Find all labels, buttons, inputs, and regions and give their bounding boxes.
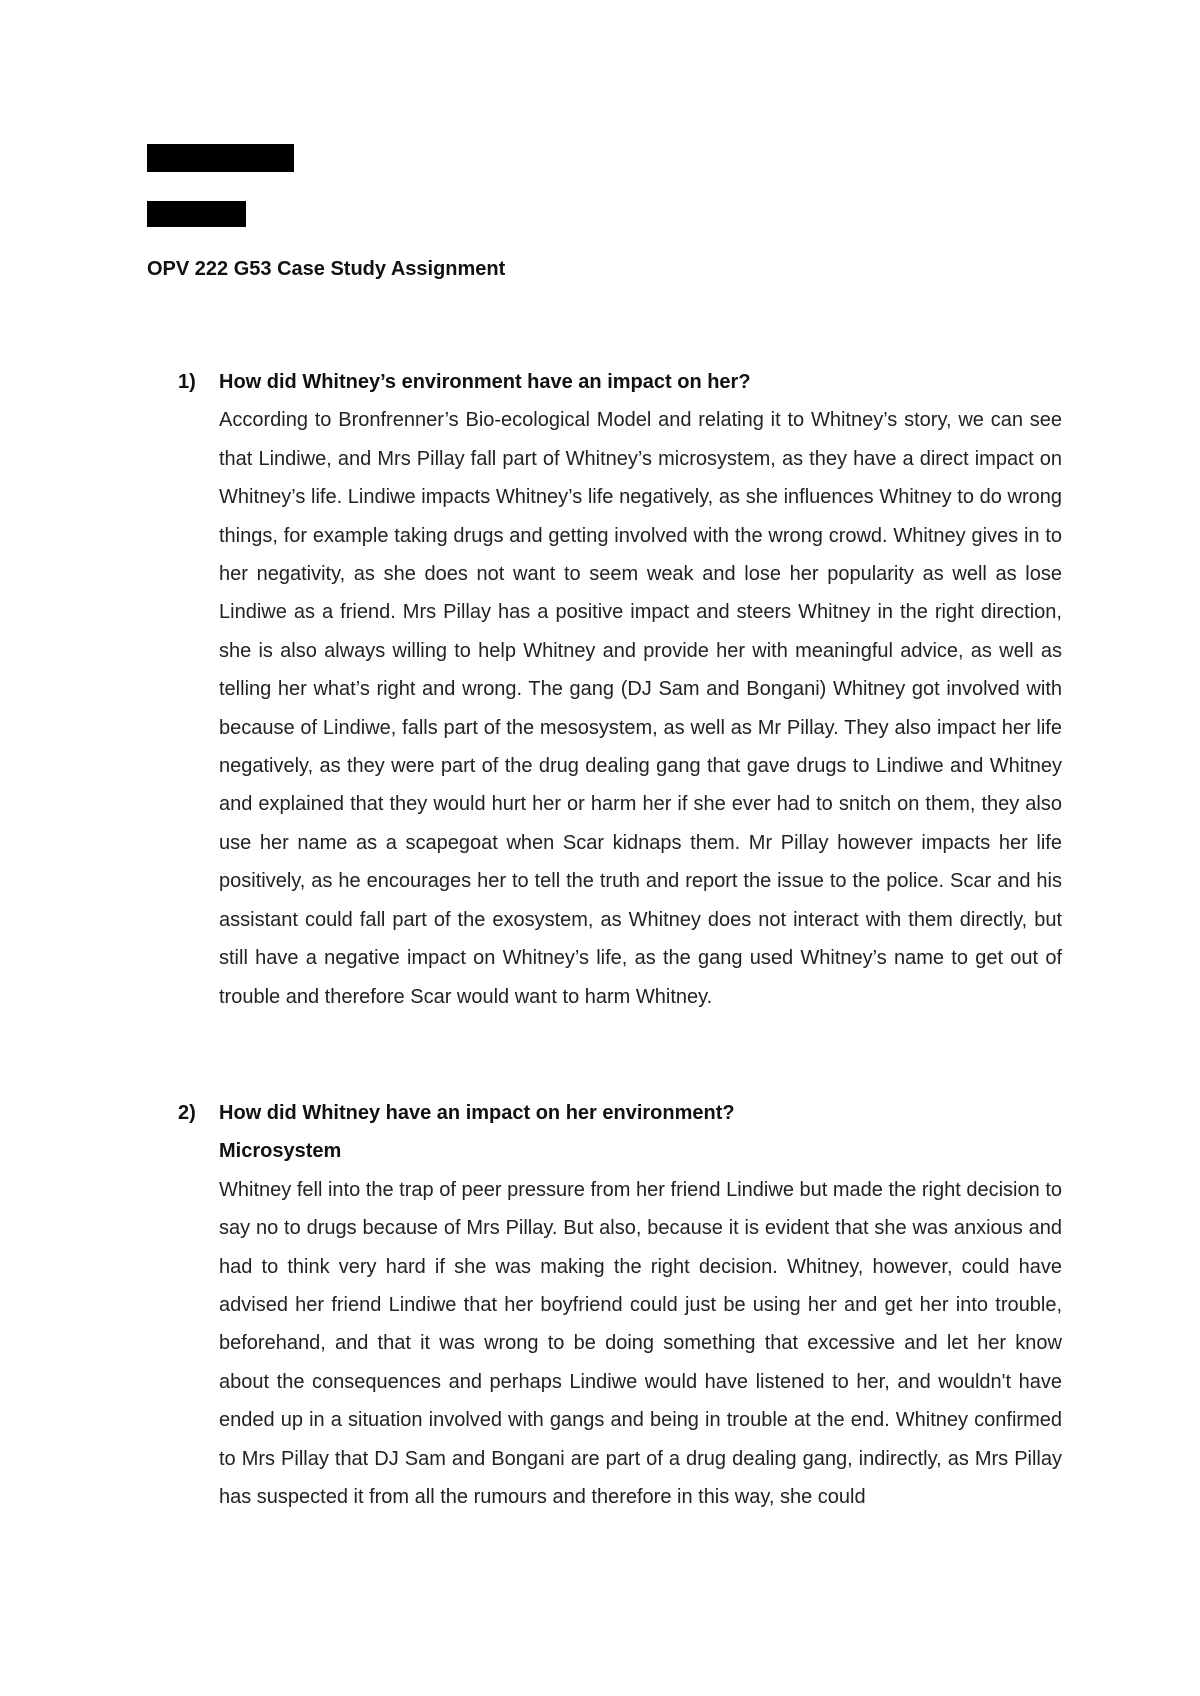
question-2-answer: Whitney fell into the trap of peer pressure from her friend Lindiwe but made the right decision to say no to drugs because of Mrs Pillay. But also, because it is evident that she was anxious and had to think very hard if she was making the right decision. Whitney, however, could have advised her friend Lindiwe that her boyfriend could just be using her and get her into trouble, beforehand, and that it was wrong to be doing something that excessive and let her know about the consequences and perhaps Lindiwe would have listened to her, and wouldn't have ended up in a situation involved with gangs and being in trouble at the end. Whitney confirmed to Mrs Pillay that DJ Sam and Bongani are part of a drug dealing gang, indirectly, as Mrs Pillay has suspected it from all the rumours and therefore in this way, she could	[219, 1178, 1062, 1509]
question-2-subheading: Microsystem	[219, 1140, 342, 1163]
redacted-student-number-block	[147, 201, 246, 227]
question-2-number: 2)	[178, 1102, 196, 1124]
question-1-heading-text: How did Whitney’s environment have an impact on her?	[219, 371, 751, 393]
question-1	[178, 363, 1062, 1016]
question-1-answer: According to Bronfrenner’s Bio-ecological Model and relating it to Whitney’s story, we can see that Lindiwe, and Mrs Pillay fall part of Whitney’s microsystem, as they have a direct impact on Whitney’s life. Lindiwe impacts Whitney’s life negatively, as she influences Whitney to do wrong things, for example taking drugs and getting involved with the wrong crowd. Whitney gives in to her negativity, as she does not want to seem weak and lose her popularity as well as lose Lindiwe as a friend. Mrs Pillay has a positive impact and steers Whitney in the right direction, she is also always willing to help Whitney and provide her with meaningful advice, as well as telling her what’s right and wrong. The gang (DJ Sam and Bongani) Whitney got involved with because of Lindiwe, falls part of the mesosystem, as well as Mr Pillay. They also impact her life negatively, as they were part of the drug dealing gang that gave drugs to Lindiwe and Whitney and explained that they would hurt her or harm her if she ever had to snitch on them, they also use her name as a scapegoat when Scar kidnaps them. Mr Pillay however impacts her life positively, as he encourages her to tell the truth and report the issue to the police. Scar and his assistant could fall part of the exosystem, as Whitney does not interact with them directly, but still have a negative impact on Whitney’s life, as the gang used Whitney’s name to get out of trouble and therefore Scar would want to harm Whitney.	[219, 409, 1062, 1008]
question-1-number: 1)	[178, 371, 196, 393]
document-title: OPV 222 G53 Case Study Assignment	[147, 258, 506, 280]
redacted-name-block	[147, 144, 294, 172]
question-2-heading	[178, 1094, 1062, 1132]
question-2	[178, 1094, 1062, 1516]
question-1-heading	[178, 363, 1062, 401]
question-2-heading-text: How did Whitney have an impact on her environment?	[219, 1102, 735, 1124]
